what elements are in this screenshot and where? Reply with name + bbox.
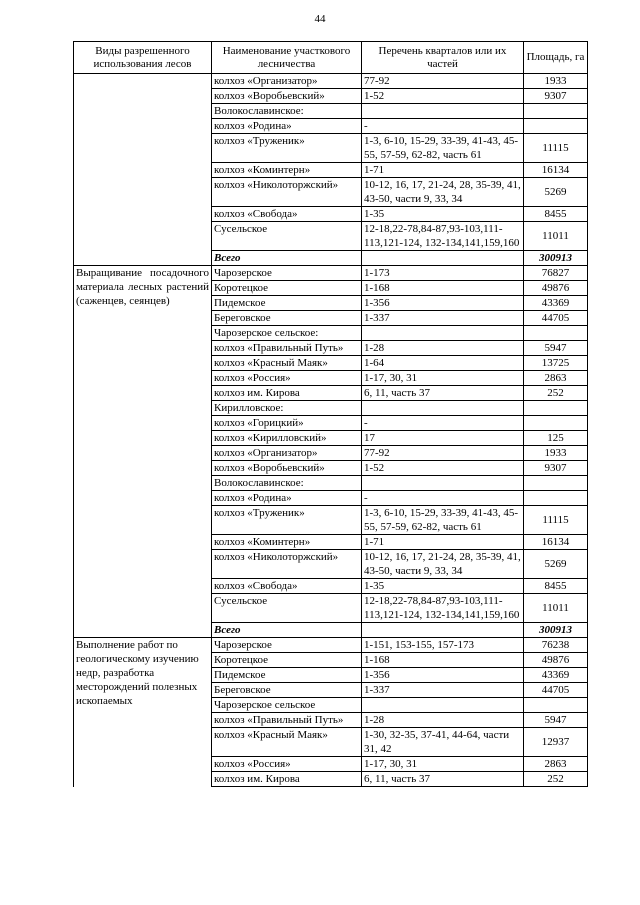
- area-value: 5947: [524, 713, 588, 728]
- quarters-list: 12-18,22-78,84-87,93-103,111-113,121-124, 132-134,141,159,160: [362, 594, 524, 623]
- use-type-cell-continued: [74, 74, 212, 266]
- forestry-name: колхоз «Красный Маяк»: [212, 728, 362, 757]
- area-value: 252: [524, 772, 588, 787]
- area-value: 5269: [524, 550, 588, 579]
- quarters-list: [362, 698, 524, 713]
- forestry-name: колхоз «Воробьевский»: [212, 89, 362, 104]
- header-use-type: Виды разрешенного использования лесов: [74, 42, 212, 74]
- forest-use-table: [73, 41, 588, 787]
- area-value: 49876: [524, 653, 588, 668]
- quarters-list: 77-92: [362, 74, 524, 89]
- area-value: 1933: [524, 74, 588, 89]
- forestry-name: колхоз «Россия»: [212, 757, 362, 772]
- area-value: 76827: [524, 266, 588, 281]
- forestry-name: Пидемское: [212, 296, 362, 311]
- area-value: 125: [524, 431, 588, 446]
- quarters-list: 1-337: [362, 683, 524, 698]
- forestry-name: колхоз «Труженик»: [212, 134, 362, 163]
- area-value: 5947: [524, 341, 588, 356]
- quarters-list: 1-151, 153-155, 157-173: [362, 638, 524, 653]
- use-type-cultivation: Выращивание посадочного материала лесных растений (саженцев, сеянцев): [74, 266, 212, 638]
- quarters-list: 1-71: [362, 535, 524, 550]
- header-area: Площадь, га: [524, 42, 588, 74]
- area-value: [524, 104, 588, 119]
- quarters-list: [362, 251, 524, 266]
- forestry-name: колхоз им. Кирова: [212, 386, 362, 401]
- quarters-list: 1-35: [362, 579, 524, 594]
- quarters-list: 1-173: [362, 266, 524, 281]
- forestry-name: Коротецкое: [212, 653, 362, 668]
- quarters-list: [362, 104, 524, 119]
- quarters-list: 1-28: [362, 713, 524, 728]
- area-value: 5269: [524, 178, 588, 207]
- forestry-name: Чарозерское: [212, 266, 362, 281]
- quarters-list: [362, 326, 524, 341]
- quarters-list: 1-52: [362, 89, 524, 104]
- forestry-name: Чарозерское: [212, 638, 362, 653]
- quarters-list: 17: [362, 431, 524, 446]
- forestry-name: колхоз «Свобода»: [212, 579, 362, 594]
- quarters-list: 1-356: [362, 296, 524, 311]
- area-value: 13725: [524, 356, 588, 371]
- quarters-list: 1-17, 30, 31: [362, 371, 524, 386]
- quarters-list: -: [362, 119, 524, 134]
- quarters-list: [362, 623, 524, 638]
- forestry-name: Волокославинское:: [212, 104, 362, 119]
- area-value: 76238: [524, 638, 588, 653]
- area-value: 8455: [524, 207, 588, 222]
- area-value: 252: [524, 386, 588, 401]
- forestry-name: колхоз «Николоторжский»: [212, 178, 362, 207]
- page-number: 44: [314, 13, 326, 25]
- quarters-list: 1-17, 30, 31: [362, 757, 524, 772]
- forestry-name: колхоз «Правильный Путь»: [212, 713, 362, 728]
- forestry-name: Волокославинское:: [212, 476, 362, 491]
- forestry-name: Чарозерское сельское:: [212, 326, 362, 341]
- quarters-list: 1-28: [362, 341, 524, 356]
- header-quarters: Перечень кварталов или их частей: [362, 42, 524, 74]
- area-value: 12937: [524, 728, 588, 757]
- forestry-name: Береговское: [212, 683, 362, 698]
- area-value: 2863: [524, 757, 588, 772]
- forestry-name: колхоз «Красный Маяк»: [212, 356, 362, 371]
- area-value: 16134: [524, 163, 588, 178]
- forestry-name: колхоз «Организатор»: [212, 74, 362, 89]
- area-value: 11115: [524, 134, 588, 163]
- forestry-name: Сусельское: [212, 594, 362, 623]
- area-value: 9307: [524, 89, 588, 104]
- quarters-list: 12-18,22-78,84-87,93-103,111-113,121-124, 132-134,141,159,160: [362, 222, 524, 251]
- area-value: 44705: [524, 311, 588, 326]
- quarters-list: 6, 11, часть 37: [362, 386, 524, 401]
- forestry-name: колхоз «Кирилловский»: [212, 431, 362, 446]
- quarters-list: 1-168: [362, 653, 524, 668]
- quarters-list: 1-356: [362, 668, 524, 683]
- area-value: 43369: [524, 668, 588, 683]
- forestry-name: Коротецкое: [212, 281, 362, 296]
- forestry-name: колхоз им. Кирова: [212, 772, 362, 787]
- quarters-list: 1-71: [362, 163, 524, 178]
- area-value: 16134: [524, 535, 588, 550]
- quarters-list: 1-52: [362, 461, 524, 476]
- quarters-list: 1-35: [362, 207, 524, 222]
- forestry-name: колхоз «Россия»: [212, 371, 362, 386]
- area-value: 11011: [524, 222, 588, 251]
- area-value: 1933: [524, 446, 588, 461]
- area-value: 8455: [524, 579, 588, 594]
- quarters-list: 77-92: [362, 446, 524, 461]
- area-value: [524, 401, 588, 416]
- header-forestry: Наименование участкового лесничества: [212, 42, 362, 74]
- forestry-name: колхоз «Правильный Путь»: [212, 341, 362, 356]
- area-value: 11011: [524, 594, 588, 623]
- total-area-value: 300913: [524, 623, 588, 638]
- table-row: [74, 266, 588, 281]
- quarters-list: 1-168: [362, 281, 524, 296]
- forestry-name: Кирилловское:: [212, 401, 362, 416]
- forestry-name: колхоз «Свобода»: [212, 207, 362, 222]
- forestry-name: Береговское: [212, 311, 362, 326]
- quarters-list: 1-3, 6-10, 15-29, 33-39, 41-43, 45-55, 57-59, 62-82, часть 61: [362, 134, 524, 163]
- total-area-value: 300913: [524, 251, 588, 266]
- area-value: 11115: [524, 506, 588, 535]
- quarters-list: -: [362, 491, 524, 506]
- quarters-list: 1-64: [362, 356, 524, 371]
- quarters-list: [362, 401, 524, 416]
- quarters-list: 10-12, 16, 17, 21-24, 28, 35-39, 41, 43-50, части 9, 33, 34: [362, 550, 524, 579]
- quarters-list: 1-3, 6-10, 15-29, 33-39, 41-43, 45-55, 57-59, 62-82, часть 61: [362, 506, 524, 535]
- forestry-name: колхоз «Родина»: [212, 491, 362, 506]
- forestry-name: колхоз «Горицкий»: [212, 416, 362, 431]
- quarters-list: -: [362, 416, 524, 431]
- use-type-geology: Выполнение работ по геологическому изучению недр, разработка месторождений полезных ископаемых: [74, 638, 212, 787]
- total-label: Всего: [212, 623, 362, 638]
- forestry-name: колхоз «Организатор»: [212, 446, 362, 461]
- forestry-name: Чарозерское сельское: [212, 698, 362, 713]
- area-value: 2863: [524, 371, 588, 386]
- quarters-list: [362, 476, 524, 491]
- area-value: 43369: [524, 296, 588, 311]
- forestry-name: колхоз «Воробьевский»: [212, 461, 362, 476]
- forestry-name: колхоз «Родина»: [212, 119, 362, 134]
- area-value: 9307: [524, 461, 588, 476]
- area-value: [524, 326, 588, 341]
- area-value: 49876: [524, 281, 588, 296]
- quarters-list: 1-337: [362, 311, 524, 326]
- area-value: [524, 491, 588, 506]
- table-row: [74, 638, 588, 653]
- area-value: 44705: [524, 683, 588, 698]
- area-value: [524, 416, 588, 431]
- quarters-list: 6, 11, часть 37: [362, 772, 524, 787]
- forestry-name: колхоз «Николоторжский»: [212, 550, 362, 579]
- forestry-name: колхоз «Коминтерн»: [212, 163, 362, 178]
- total-label: Всего: [212, 251, 362, 266]
- table-row: [74, 74, 588, 89]
- forestry-name: колхоз «Коминтерн»: [212, 535, 362, 550]
- quarters-list: 10-12, 16, 17, 21-24, 28, 35-39, 41, 43-50, части 9, 33, 34: [362, 178, 524, 207]
- table-header: [74, 42, 588, 74]
- forestry-name: Пидемское: [212, 668, 362, 683]
- forestry-name: Сусельское: [212, 222, 362, 251]
- area-value: [524, 698, 588, 713]
- forestry-name: колхоз «Труженик»: [212, 506, 362, 535]
- quarters-list: 1-30, 32-35, 37-41, 44-64, части 31, 42: [362, 728, 524, 757]
- area-value: [524, 476, 588, 491]
- area-value: [524, 119, 588, 134]
